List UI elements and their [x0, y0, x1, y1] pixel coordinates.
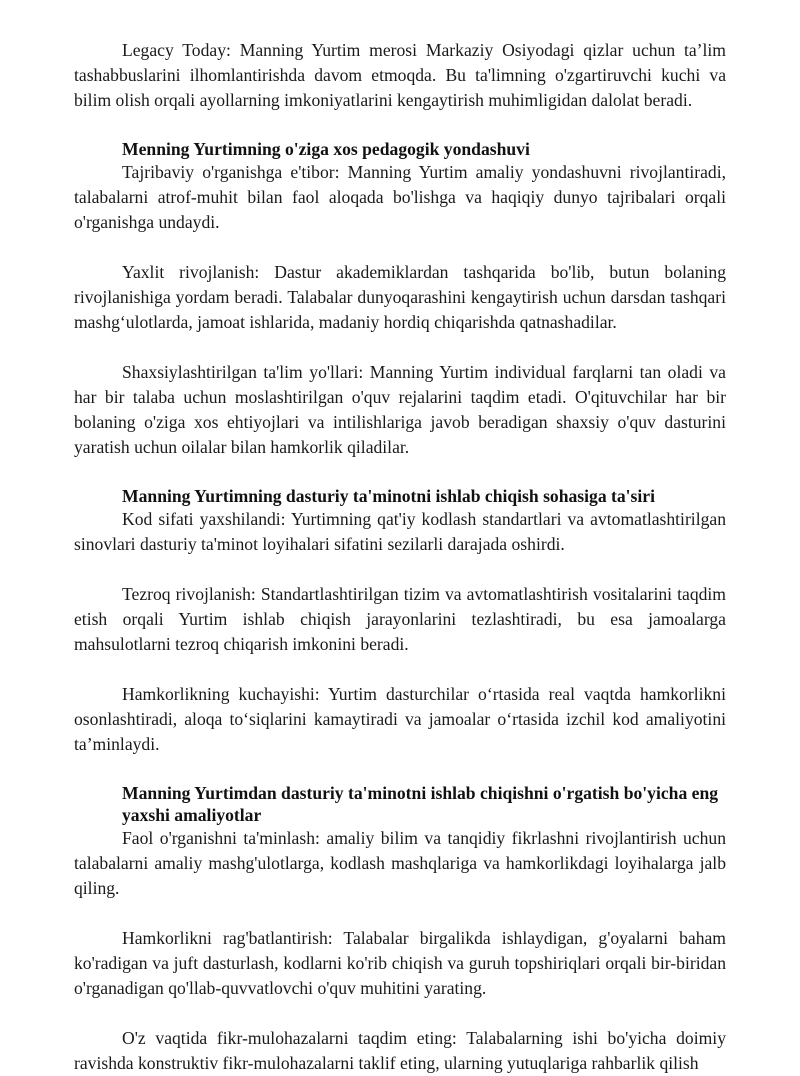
paragraph-code-quality: Kod sifati yaxshilandi: Yurtimning qat'iy kodlash standartlari va avtomatlashtirilgan sinovlari dasturiy ta'minot loyihalari sifatini sezilarli darajada oshirdi. — [74, 509, 726, 554]
paragraph-legacy-today: Legacy Today: Manning Yurtim merosi Markaziy Osiyodagi qizlar uchun ta’lim tashabbuslarini ilhomlantirishda davom etmoqda. Bu ta'limning o'zgartiruvchi kuchi va bilim olish orqali ayollarning imkoniyatlarini kengaytirish muhimligidan dalolat beradi. — [74, 40, 726, 110]
heading-pedagogical-approach: Menning Yurtimning o'ziga xos pedagogik yondashuvi — [122, 139, 530, 159]
paragraph-personalized-learning: Shaxsiylashtirilgan ta'lim yo'llari: Manning Yurtim individual farqlarni tan oladi va har bir talaba uchun moslashtirilgan o'quv rejalarini taqdim etadi. O'qituvchilar har bir bolaning o'ziga xos ehtiyojlari va intilishlariga javob beradigan shaxsiy o'quv dasturini yaratish uchun oilalar bilan hamkorlik qiladilar. — [74, 362, 726, 457]
heading-software-impact: Manning Yurtimning dasturiy ta'minotni ishlab chiqish sohasiga ta'siri — [122, 486, 655, 506]
paragraph-collaboration: Hamkorlikning kuchayishi: Yurtim dasturchilar o‘rtasida real vaqtda hamkorlikni osonlashtiradi, aloqa to‘siqlarini kamaytiradi va jamoalar o‘rtasida izchil kod amaliyotini ta’minlaydi. — [74, 684, 726, 754]
heading-best-practices: Manning Yurtimdan dasturiy ta'minotni ishlab chiqishni o'rgatish bo'yicha eng yaxshi amaliyotlar — [122, 783, 719, 825]
paragraph-active-learning: Faol o'rganishni ta'minlash: amaliy bilim va tanqidiy fikrlashni rivojlantirish uchun talabalarni amaliy mashg'ulotlarga, kodlash mashqlariga va hamkorlikdagi loyihalarga jalb qiling. — [74, 828, 726, 898]
paragraph-faster-development: Tezroq rivojlanish: Standartlashtirilgan tizim va avtomatlashtirish vositalarini taqdim etish orqali Yurtim ishlab chiqish jarayonlarini tezlashtiradi, bu esa jamoalarga mahsulotlarni tezroq chiqarish imkonini beradi. — [74, 584, 726, 654]
paragraph-encourage-collaboration: Hamkorlikni rag'batlantirish: Talabalar birgalikda ishlaydigan, g'oyalarni baham ko'radigan va juft dasturlash, kodlarni ko'rib chiqish va guruh topshiriqlari orqali bir-biridan o'rganadigan qo'llab-quvvatlovchi o'quv muhitini yarating. — [74, 928, 726, 998]
paragraph-timely-feedback: O'z vaqtida fikr-mulohazalarni taqdim eting: Talabalarning ishi bo'yicha doimiy ravishda konstruktiv fikr-mulohazalarni taklif eting, ularning yutuqlariga rahbarlik qilish — [74, 1028, 726, 1073]
paragraph-experiential-learning: Tajribaviy o'rganishga e'tibor: Manning Yurtim amaliy yondashuvni rivojlantiradi, talabalarni atrof-muhit bilan faol aloqada bo'lishga va haqiqiy dunyo tajribalari orqali o'rganishga undaydi. — [74, 162, 726, 232]
paragraph-holistic-development: Yaxlit rivojlanish: Dastur akademiklardan tashqarida bo'lib, butun bolaning rivojlanishiga yordam beradi. Talabalar dunyoqarashini kengaytirish uchun darsdan tashqari mashg‘ulotlarda, jamoat ishlarida, madaniy hordiq chiqarishda qatnashadilar. — [74, 262, 726, 332]
